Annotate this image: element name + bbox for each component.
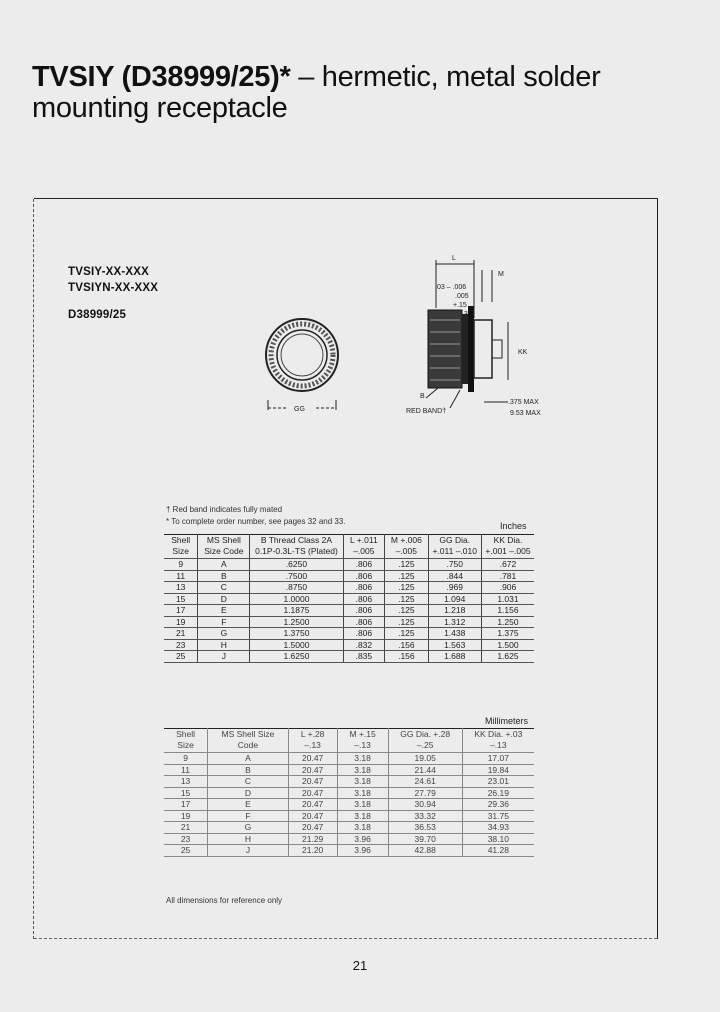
mm-cell: J <box>208 845 289 857</box>
inches-row <box>164 628 534 640</box>
inches-cell: 1.2500 <box>250 616 343 628</box>
inches-cell: .906 <box>481 582 534 594</box>
inches-header: B Thread Class 2A 0.1P-0.3L-TS (Plated) <box>250 535 343 559</box>
mm-cell: H <box>208 833 289 845</box>
red-band-label: RED BAND† <box>406 408 447 415</box>
inches-cell: .7500 <box>250 570 343 582</box>
mm-cell: 3.18 <box>337 799 388 811</box>
inches-cell: .806 <box>343 593 385 605</box>
mm-cell: 21.20 <box>288 845 337 857</box>
mm-cell: 19.84 <box>462 764 534 776</box>
inches-cell: .835 <box>343 651 385 663</box>
mm-cell: 29.36 <box>462 799 534 811</box>
inches-cell: 1.5000 <box>250 639 343 651</box>
inches-cell: 1.1875 <box>250 605 343 617</box>
inches-cell: 1.312 <box>428 616 481 628</box>
inches-cell: .832 <box>343 639 385 651</box>
inches-cell: 15 <box>164 593 198 605</box>
inches-cell: 1.6250 <box>250 651 343 663</box>
mm-header: L +.28 –.13 <box>288 729 337 753</box>
footnote: All dimensions for reference only <box>166 896 283 905</box>
mm-cell: 41.28 <box>462 845 534 857</box>
mm-row <box>164 799 534 811</box>
inches-cell: 1.625 <box>481 651 534 663</box>
mm-row <box>164 753 534 765</box>
mm-cell: 3.18 <box>337 810 388 822</box>
mm-cell: E <box>208 799 289 811</box>
side-view <box>406 255 541 417</box>
inches-cell: E <box>198 605 250 617</box>
mm-cell: 3.18 <box>337 787 388 799</box>
mm-cell: 3.96 <box>337 833 388 845</box>
mm-cell: 20.47 <box>288 764 337 776</box>
mm-row <box>164 787 534 799</box>
mm-cell: 21.44 <box>388 764 462 776</box>
title-bold: TVSIY (D38999/25)* <box>32 61 291 93</box>
mm-cell: 17 <box>164 799 208 811</box>
inches-cell: .806 <box>343 582 385 594</box>
inches-cell: .8750 <box>250 582 343 594</box>
inches-cell: J <box>198 651 250 663</box>
inches-cell: B <box>198 570 250 582</box>
inches-cell: 13 <box>164 582 198 594</box>
mm-header: Shell Size <box>164 729 208 753</box>
inches-cell: 1.500 <box>481 639 534 651</box>
mm-cell: G <box>208 822 289 834</box>
inches-cell: 21 <box>164 628 198 640</box>
mm-cell: 17.07 <box>462 753 534 765</box>
inches-table <box>164 534 534 663</box>
max-in: .375 MAX <box>508 399 539 406</box>
mm-cell: 36.53 <box>388 822 462 834</box>
max-mm: 9.53 MAX <box>510 410 541 417</box>
mm-cell: 31.75 <box>462 810 534 822</box>
inches-cell: 19 <box>164 616 198 628</box>
inches-cell: C <box>198 582 250 594</box>
inches-row <box>164 639 534 651</box>
inches-cell: .806 <box>343 616 385 628</box>
mm-cell: 20.47 <box>288 753 337 765</box>
inches-row <box>164 651 534 663</box>
inches-cell: 11 <box>164 570 198 582</box>
inches-row <box>164 616 534 628</box>
mm-header: MS Shell Size Code <box>208 729 289 753</box>
mm-header: KK Dia. +.03 –.13 <box>462 729 534 753</box>
mm-cell: 20.47 <box>288 787 337 799</box>
mm-cell: 34.93 <box>462 822 534 834</box>
mil-spec-number: D38999/25 <box>68 309 127 321</box>
front-view <box>266 319 338 413</box>
inches-cell: 17 <box>164 605 198 617</box>
b-label: B <box>420 393 425 400</box>
mm-cell: 39.70 <box>388 833 462 845</box>
mm-cell: 19 <box>164 810 208 822</box>
inches-cell: .125 <box>385 570 428 582</box>
mm-cell: 23 <box>164 833 208 845</box>
kk-label: KK <box>518 349 528 356</box>
inches-cell: .750 <box>428 559 481 571</box>
mm-cell: B <box>208 764 289 776</box>
inches-header: GG Dia. +.011 –.010 <box>428 535 481 559</box>
inches-cell: .806 <box>343 605 385 617</box>
mm-cell: 42.88 <box>388 845 462 857</box>
mm-cell: 19.05 <box>388 753 462 765</box>
mm-cell: 3.18 <box>337 753 388 765</box>
inches-cell: 1.563 <box>428 639 481 651</box>
mm-cell: 3.18 <box>337 776 388 788</box>
mm-cell: 26.19 <box>462 787 534 799</box>
inches-cell: 9 <box>164 559 198 571</box>
inches-label: Inches <box>500 521 527 531</box>
mm-cell: 27.79 <box>388 787 462 799</box>
title-rest: – hermetic, metal solder mounting receptacle <box>32 61 601 124</box>
inches-cell: .156 <box>385 651 428 663</box>
inches-row <box>164 559 534 571</box>
inches-header: Shell Size <box>164 535 198 559</box>
inches-cell: .781 <box>481 570 534 582</box>
mm-cell: 3.96 <box>337 845 388 857</box>
part-number-1: TVSIY-XX-XXX <box>68 266 150 278</box>
inches-header: MS Shell Size Code <box>198 535 250 559</box>
page-number: 21 <box>352 958 368 973</box>
inches-cell: .125 <box>385 605 428 617</box>
inches-row <box>164 570 534 582</box>
mm-cell: 33.32 <box>388 810 462 822</box>
mm-cell: 20.47 <box>288 822 337 834</box>
part-number-2: TVSIYN-XX-XXX <box>68 282 159 294</box>
mm-cell: D <box>208 787 289 799</box>
inches-header: M +.006 –.005 <box>385 535 428 559</box>
inches-cell: 1.156 <box>481 605 534 617</box>
gg-label: GG <box>294 406 305 413</box>
inches-cell: .156 <box>385 639 428 651</box>
mm-cell: 3.18 <box>337 822 388 834</box>
connector-drawing <box>240 240 560 425</box>
inches-cell: 1.375 <box>481 628 534 640</box>
mm-cell: 24.61 <box>388 776 462 788</box>
mm-cell: 30.94 <box>388 799 462 811</box>
inches-cell: 1.031 <box>481 593 534 605</box>
inches-cell: .125 <box>385 582 428 594</box>
inches-cell: 1.3750 <box>250 628 343 640</box>
inches-cell: 1.0000 <box>250 593 343 605</box>
tol-1: .03 – .006 <box>435 284 467 291</box>
mm-row <box>164 822 534 834</box>
mm-cell: 3.18 <box>337 764 388 776</box>
inches-cell: .806 <box>343 559 385 571</box>
mm-cell: F <box>208 810 289 822</box>
inches-header: KK Dia. +.001 –.005 <box>481 535 534 559</box>
tol-2: .005 <box>455 293 469 300</box>
mm-cell: A <box>208 753 289 765</box>
l-label: L <box>452 255 456 262</box>
mm-cell: 15 <box>164 787 208 799</box>
inches-cell: .125 <box>385 616 428 628</box>
inches-cell: 1.688 <box>428 651 481 663</box>
mm-header: M +.15 –.13 <box>337 729 388 753</box>
inches-cell: 25 <box>164 651 198 663</box>
millimeters-table <box>164 728 534 857</box>
inches-cell: .125 <box>385 559 428 571</box>
mm-cell: 11 <box>164 764 208 776</box>
mm-cell: 20.47 <box>288 799 337 811</box>
mm-cell: 9 <box>164 753 208 765</box>
mm-cell: 21.29 <box>288 833 337 845</box>
inches-cell: F <box>198 616 250 628</box>
m-label: M <box>498 271 504 278</box>
tol-3: +.15 <box>453 302 467 309</box>
note-red-band: † Red band indicates fully mated <box>166 505 283 514</box>
inches-cell: .6250 <box>250 559 343 571</box>
mm-row <box>164 833 534 845</box>
inches-cell: 23 <box>164 639 198 651</box>
mm-row <box>164 810 534 822</box>
mm-cell: 23.01 <box>462 776 534 788</box>
page-title <box>32 62 692 124</box>
mm-cell: 20.47 <box>288 810 337 822</box>
inches-row <box>164 605 534 617</box>
inches-cell: .806 <box>343 628 385 640</box>
mm-row <box>164 845 534 857</box>
inches-cell: 1.438 <box>428 628 481 640</box>
mm-cell: 20.47 <box>288 776 337 788</box>
inches-cell: .806 <box>343 570 385 582</box>
inches-cell: 1.218 <box>428 605 481 617</box>
inches-cell: H <box>198 639 250 651</box>
mm-cell: 38.10 <box>462 833 534 845</box>
mm-header: GG Dia. +.28 –.25 <box>388 729 462 753</box>
mm-row <box>164 776 534 788</box>
tol-4: .13 <box>458 311 468 318</box>
millimeters-label: Millimeters <box>485 716 529 726</box>
inches-cell: 1.094 <box>428 593 481 605</box>
inches-cell: .672 <box>481 559 534 571</box>
mm-cell: C <box>208 776 289 788</box>
inches-header: L +.011 –.005 <box>343 535 385 559</box>
inches-row <box>164 582 534 594</box>
inches-cell: .969 <box>428 582 481 594</box>
inches-cell: .125 <box>385 593 428 605</box>
inches-row <box>164 593 534 605</box>
inches-cell: D <box>198 593 250 605</box>
inches-cell: .125 <box>385 628 428 640</box>
mm-row <box>164 764 534 776</box>
note-order: * To complete order number, see pages 32 and 33. <box>166 517 346 526</box>
inches-cell: .844 <box>428 570 481 582</box>
inches-cell: 1.250 <box>481 616 534 628</box>
mm-cell: 13 <box>164 776 208 788</box>
inches-cell: A <box>198 559 250 571</box>
mm-cell: 21 <box>164 822 208 834</box>
inches-cell: G <box>198 628 250 640</box>
mm-cell: 25 <box>164 845 208 857</box>
